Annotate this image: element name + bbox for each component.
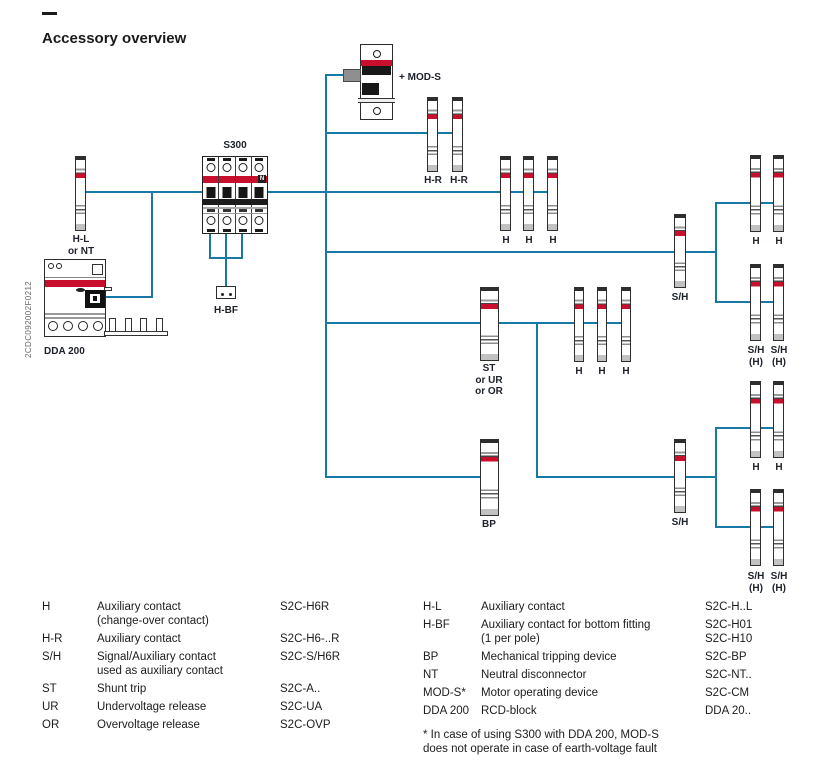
label-s-h-h — [771, 571, 788, 594]
legend-row — [423, 600, 808, 614]
s300-breaker — [202, 156, 268, 234]
terminal-tab — [223, 158, 231, 161]
wire-pole1-drop — [209, 234, 211, 258]
wire-lower-h-pair — [715, 427, 780, 429]
label-s-h-h — [748, 571, 765, 594]
label-or-or: or OR — [475, 386, 503, 397]
legend-description — [481, 650, 705, 664]
busbar-pin — [156, 318, 163, 332]
terminal-tab — [255, 158, 263, 161]
screw-icon — [239, 163, 248, 172]
screw-icon — [222, 216, 231, 225]
label-s-h: S/H — [671, 292, 689, 303]
wire-upper-junction-vertical — [715, 202, 717, 303]
legend-desc-line: Overvoltage release — [97, 719, 200, 731]
module-s-h-lower — [674, 439, 686, 513]
legend-description — [481, 704, 705, 718]
legend-description — [97, 650, 280, 678]
label-h-sub: (H) — [772, 582, 786, 594]
terminal-tab — [239, 229, 247, 232]
legend-description — [97, 682, 280, 696]
pole-mark — [239, 209, 247, 212]
module-shh-lower-1 — [750, 489, 761, 566]
legend-desc-line: Signal/Auxiliary contact — [97, 651, 216, 663]
wire-upper-sh-branch — [325, 251, 717, 253]
legend-desc-line: Auxiliary contact for bottom fitting — [481, 619, 651, 631]
label-st: ST — [482, 363, 496, 374]
wire-dda-horizontal — [104, 296, 153, 298]
side-tab — [104, 287, 112, 291]
legend-desc-line: Auxiliary contact — [481, 601, 565, 613]
wire-pole3-drop — [241, 234, 243, 258]
label-h-l-line2: or NT — [67, 245, 95, 257]
module-st-ur-or — [480, 287, 499, 361]
legend-code — [280, 700, 407, 714]
screw-icon — [373, 50, 381, 58]
legend-code-line: S2C-UA — [280, 701, 323, 713]
legend-code-line: S2C-NT.. — [705, 669, 752, 681]
legend-code — [705, 704, 808, 718]
wire-pole2-drop — [225, 234, 227, 258]
module-h-pair-lower-2 — [773, 381, 784, 458]
wire-upper-shh-pair — [715, 301, 780, 303]
legend-code-line: DDA 20.. — [705, 705, 752, 717]
module-h-pair-upper-2 — [773, 155, 784, 232]
legend-description — [97, 600, 280, 628]
legend-term: OR — [42, 719, 60, 731]
module-h-1 — [500, 156, 511, 231]
legend-code-line: S2C-H..L — [705, 601, 753, 613]
busbar-pin — [109, 318, 116, 332]
wire-dda-vertical — [151, 191, 153, 298]
screw-icon — [48, 321, 58, 331]
module-h-r-2 — [452, 97, 463, 172]
label-dda-200: DDA 200 — [44, 346, 85, 357]
wire-hr-branch — [325, 132, 458, 134]
legend-code-line: S2C-H10 — [705, 633, 753, 645]
label-h: H — [775, 236, 783, 247]
wire-bp-branch — [325, 476, 495, 478]
module-h-6 — [621, 287, 631, 362]
legend-term: S/H — [42, 651, 62, 663]
toggle-icon — [239, 187, 248, 198]
label-h: H — [775, 462, 783, 473]
label-h: H — [549, 235, 557, 246]
module-h-2 — [523, 156, 534, 231]
label-h-l-line1: H-L — [72, 234, 90, 245]
legend-code — [705, 686, 808, 700]
dda200-rcd-block — [44, 259, 106, 337]
label-s-h-h — [771, 345, 788, 368]
module-shh-upper-1 — [750, 264, 761, 341]
test-button-icon — [76, 288, 85, 292]
gray-band — [203, 207, 267, 209]
label-st-ur-or — [475, 363, 503, 398]
legend-description — [481, 618, 705, 646]
legend-desc-line: used as auxiliary contact — [97, 665, 223, 677]
terminal-tab — [239, 158, 247, 161]
module-s-h-upper — [674, 214, 686, 288]
legend-term: DDA 200 — [423, 705, 470, 717]
switch-bar — [93, 296, 97, 301]
legend-desc-line: Mechanical tripping device — [481, 651, 617, 663]
legend-description — [97, 718, 280, 732]
legend-term: H — [42, 601, 51, 613]
neutral-marker: N — [259, 176, 265, 182]
legend-description — [97, 700, 280, 714]
toggle-icon — [206, 187, 215, 198]
label-s-h-h — [748, 345, 765, 368]
mod-s-knob — [343, 69, 361, 82]
legend-code — [280, 718, 407, 732]
label-s-h: S/H — [770, 571, 788, 582]
screw-icon — [56, 263, 62, 269]
terminal-tab — [223, 229, 231, 232]
legend-desc-line: Shunt trip — [97, 683, 147, 695]
dark-block — [362, 66, 391, 75]
legend-term: ST — [42, 683, 57, 695]
label-h-sub: (H) — [749, 356, 763, 368]
wire-hbf-drop — [225, 257, 227, 287]
legend-desc-line: Neutral disconnector — [481, 669, 587, 681]
legend-description — [481, 686, 705, 700]
legend-code-line: S2C-A.. — [280, 683, 321, 695]
legend-code — [705, 668, 808, 682]
screw-icon — [373, 107, 381, 115]
legend-term: NT — [423, 669, 439, 681]
label-h: H — [622, 366, 630, 377]
module-h-r-1 — [427, 97, 438, 172]
legend-term: BP — [423, 651, 439, 663]
legend-term: H-R — [42, 633, 63, 645]
legend-desc-line: Undervoltage release — [97, 701, 207, 713]
screw-icon — [222, 163, 231, 172]
screw-icon — [206, 163, 215, 172]
label-s300: S300 — [223, 140, 247, 151]
red-band — [236, 176, 251, 183]
legend-row — [423, 668, 808, 682]
pole-mark — [223, 209, 231, 212]
legend-code — [280, 632, 407, 646]
wire-sub-drop-vertical — [536, 322, 538, 478]
legend-code — [280, 682, 407, 696]
legend-description — [481, 600, 705, 614]
page-title: Accessory overview — [42, 30, 187, 47]
label-h-r: H-R — [424, 175, 442, 186]
label-h: H — [525, 235, 533, 246]
wire-upper-h-pair — [715, 202, 780, 204]
module-h-l — [75, 156, 86, 231]
legend-desc-line: (1 per pole) — [481, 633, 540, 645]
module-shh-lower-2 — [773, 489, 784, 566]
legend-row — [42, 718, 407, 732]
toggle-icon — [255, 187, 264, 198]
label-or-ur: or UR — [475, 374, 503, 386]
legend-desc-line: RCD-block — [481, 705, 537, 717]
legend-code — [280, 600, 407, 628]
label-s-h: S/H — [671, 517, 689, 528]
legend-desc-line: (change-over contact) — [97, 615, 209, 627]
label-h-l — [68, 234, 94, 257]
gray-line — [45, 277, 105, 278]
legend-code-line: S2C-CM — [705, 687, 750, 699]
screw-icon — [78, 321, 88, 331]
legend-desc-line: Auxiliary contact — [97, 601, 181, 613]
busbar-pin — [125, 318, 132, 332]
gray-line — [203, 213, 267, 214]
legend-description — [481, 668, 705, 682]
module-h-pair-upper-1 — [750, 155, 761, 232]
label-s-h: S/H — [747, 571, 765, 582]
label-s-h: S/H — [770, 345, 788, 356]
label-h: H — [752, 236, 760, 247]
legend-row — [42, 700, 407, 714]
screw-icon — [206, 216, 215, 225]
terminal-tab — [207, 229, 215, 232]
legend-code-line: S2C-H6R — [280, 601, 330, 613]
handle-tiebar — [202, 199, 268, 205]
label-h-sub: (H) — [749, 582, 763, 594]
wire-lower-shh-pair — [715, 526, 780, 528]
wire-st-branch — [325, 322, 630, 324]
dark-block — [362, 83, 379, 95]
legend-code-line: S2C-S/H6R — [280, 651, 341, 663]
legend-row — [42, 650, 407, 678]
screw-icon — [255, 216, 264, 225]
legend-code-line: S2C-BP — [705, 651, 747, 663]
legend-code — [705, 618, 808, 646]
footnote-line1: * In case of using S300 with DDA 200, MOD-S — [423, 729, 659, 741]
red-band — [219, 176, 234, 183]
terminal-box — [92, 264, 103, 275]
screw-icon — [255, 163, 264, 172]
toggle-icon — [222, 187, 231, 198]
s300-pole — [235, 157, 251, 233]
document-code-vertical: 2CDC092002F0212 — [24, 280, 33, 358]
contact-dot — [229, 293, 232, 296]
module-h-3 — [547, 156, 558, 231]
legend-code-line: S2C-OVP — [280, 719, 331, 731]
wire-lower-junction-vertical — [715, 427, 717, 528]
mounting-plate — [358, 98, 395, 103]
legend-desc-line: Auxiliary contact — [97, 633, 181, 645]
legend-term: H-L — [423, 601, 442, 613]
screw-icon — [48, 263, 54, 269]
module-bp — [480, 439, 499, 516]
wire-trunk-vertical — [325, 74, 327, 478]
screw-icon — [63, 321, 73, 331]
legend-description — [97, 632, 280, 646]
legend-code-line: S2C-H6-..R — [280, 633, 340, 645]
gray-line — [45, 313, 105, 315]
legend-code — [280, 650, 407, 678]
s300-pole — [203, 157, 218, 233]
terminal-tab — [255, 229, 263, 232]
legend-left-column — [42, 600, 407, 736]
pole-mark — [255, 209, 263, 212]
label-mod-s: + MOD-S — [399, 72, 441, 83]
legend-row — [423, 650, 808, 664]
legend-row — [42, 682, 407, 696]
module-h-pair-lower-1 — [750, 381, 761, 458]
legend-row — [42, 632, 407, 646]
legend-row — [423, 704, 808, 718]
label-h: H — [502, 235, 510, 246]
legend-code — [705, 600, 808, 614]
module-h-5 — [597, 287, 607, 362]
label-h-bf: H-BF — [214, 305, 238, 316]
legend-row — [42, 600, 407, 628]
legend-desc-line: Motor operating device — [481, 687, 598, 699]
legend-term: UR — [42, 701, 59, 713]
module-h-bf — [216, 286, 236, 299]
title-dash — [42, 12, 57, 15]
label-h: H — [575, 366, 583, 377]
label-s-h: S/H — [747, 345, 765, 356]
wire-lower-sh-branch — [536, 476, 717, 478]
legend-right-column — [423, 600, 808, 756]
screw-icon — [239, 216, 248, 225]
label-h: H — [598, 366, 606, 377]
s300-pole — [218, 157, 234, 233]
pole-mark — [207, 209, 215, 212]
screw-icon — [93, 321, 103, 331]
label-h: H — [752, 462, 760, 473]
terminal-tab — [207, 158, 215, 161]
red-band — [203, 176, 218, 183]
gray-line — [45, 317, 105, 319]
footnote-line2: does not operate in case of earth-voltage fault — [423, 743, 657, 755]
legend-term: H-BF — [423, 619, 450, 631]
contact-dot — [221, 293, 224, 296]
legend-code — [705, 650, 808, 664]
busbar-pin — [140, 318, 147, 332]
module-shh-upper-2 — [773, 264, 784, 341]
red-band — [45, 280, 105, 287]
legend-row — [423, 618, 808, 646]
label-bp: BP — [482, 519, 496, 530]
legend-code-line: S2C-H01 — [705, 619, 753, 631]
legend-term: MOD-S* — [423, 687, 466, 699]
label-h-sub: (H) — [772, 356, 786, 368]
label-h-r: H-R — [450, 175, 468, 186]
s300-pole-neutral — [251, 157, 267, 233]
module-mod-s — [360, 44, 393, 120]
legend-row — [423, 686, 808, 700]
module-h-4 — [574, 287, 584, 362]
footnote — [423, 728, 808, 756]
